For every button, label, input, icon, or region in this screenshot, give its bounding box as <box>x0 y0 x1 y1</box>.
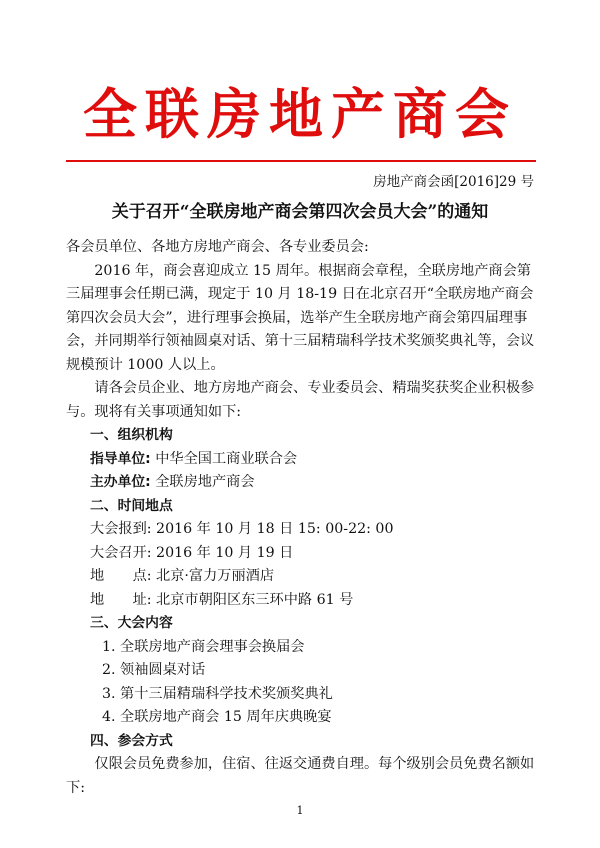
guide-unit-row <box>66 448 540 472</box>
opening-value: 2016 年 10 月 19 日 <box>156 544 294 561</box>
notice-title: 关于召开“全联房地产商会第四次会员大会”的通知 <box>111 202 489 222</box>
section-heading-content: 三、大会内容 <box>90 615 173 631</box>
notice-body <box>66 236 540 800</box>
checkin-label: 大会报到: <box>90 521 152 537</box>
participation-text: 仅限会员免费参加，住宿、往返交通费自理。每个级别会员免费名额如下: <box>66 756 535 796</box>
paragraph-invite: 请各会员企业、地方房地产商会、专业委员会、精瑞奖获奖企业积极参与。现将有关事项通知如下: <box>66 380 535 420</box>
letterhead-red-rule <box>66 160 536 162</box>
page-number: 1 <box>296 804 304 817</box>
document-number: 房地产商会函[2016]29 号 <box>373 174 534 190</box>
section-heading-participation: 四、参会方式 <box>90 732 173 749</box>
content-item: 2. 领袖圆桌对话 <box>102 662 206 678</box>
venue-value: 北京·富力万丽酒店 <box>156 568 275 584</box>
letterhead-title: 全联房地产商会 <box>83 82 517 146</box>
section-heading-time-place: 二、时间地点 <box>90 497 173 514</box>
opening-row <box>66 542 540 566</box>
guide-unit-label: 指导单位: <box>90 450 151 467</box>
host-unit-row <box>66 471 540 495</box>
venue-row <box>66 565 540 589</box>
venue-label: 地 点: <box>90 568 152 584</box>
address-row <box>66 589 540 613</box>
content-item: 4. 全联房地产商会 15 周年庆典晚宴 <box>102 709 332 725</box>
guide-unit-value: 中华全国工商业联合会 <box>155 450 298 467</box>
paragraph-intro: 2016 年，商会喜迎成立 15 周年。根据商会章程，全联房地产商会第三届理事会任期已满，现定于 10 月 18-19 日在北京召开“全联房地产商会第四次会员大会”，进行理事会换届，选举产生全联房地产商会第四届理事会，并同期举行领袖圆桌对话、第十三届精瑞科学技术奖颁奖典礼等，会议规模预计 1000 人以上。 <box>66 262 535 373</box>
address-value: 北京市朝阳区东三环中路 61 号 <box>156 591 354 608</box>
checkin-row <box>66 518 540 542</box>
host-unit-value: 全联房地产商会 <box>155 474 255 490</box>
checkin-value: 2016 年 10 月 18 日 15: 00-22: 00 <box>156 521 394 537</box>
address-label: 地 址: <box>90 591 152 608</box>
opening-label: 大会召开: <box>90 544 152 561</box>
salutation: 各会员单位、各地方房地产商会、各专业委员会: <box>66 239 369 255</box>
section-heading-org: 一、组织机构 <box>90 427 173 443</box>
host-unit-label: 主办单位: <box>90 474 151 490</box>
content-item: 1. 全联房地产商会理事会换届会 <box>102 638 305 655</box>
content-item: 3. 第十三届精瑞科学技术奖颁奖典礼 <box>102 685 333 702</box>
